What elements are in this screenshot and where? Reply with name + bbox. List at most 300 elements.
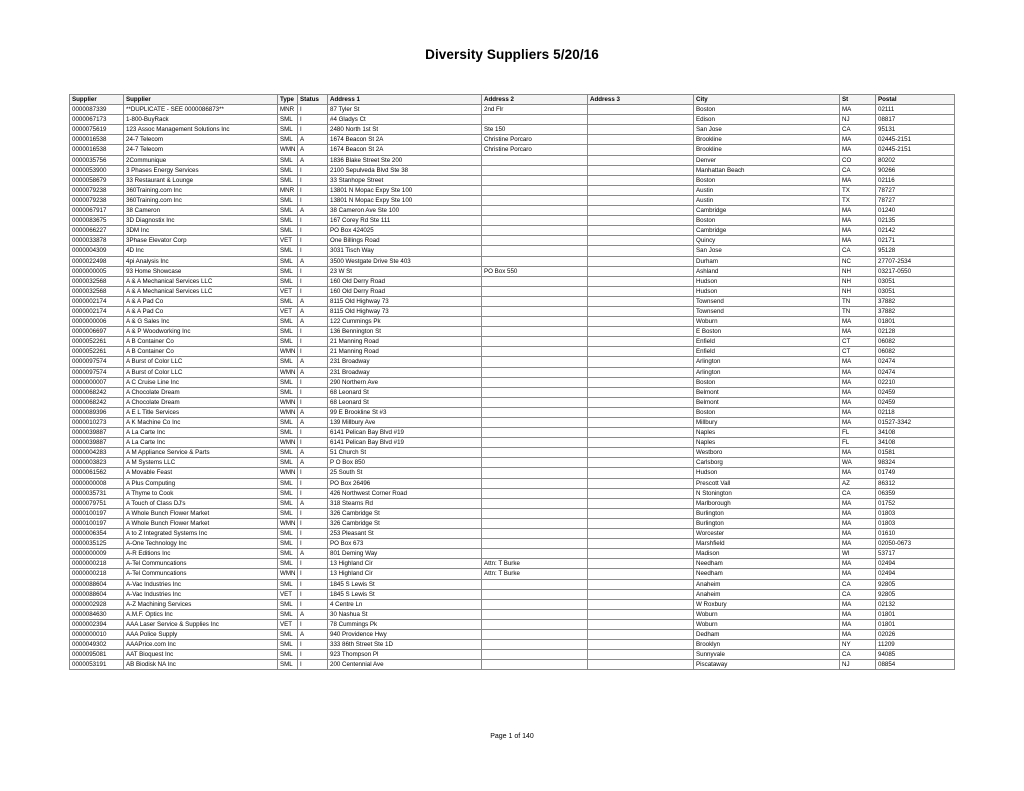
cell-type: WMN xyxy=(278,407,298,417)
cell-address-1: 13801 N Mopac Expy Ste 100 xyxy=(328,195,482,205)
suppliers-table xyxy=(69,94,955,670)
cell-address-3 xyxy=(588,206,694,216)
cell-type: SML xyxy=(278,226,298,236)
cell-supplier-name: 360Training.com Inc xyxy=(124,195,278,205)
cell-address-1: 30 Nashua St xyxy=(328,609,482,619)
cell-supplier-name: A M Systems LLC xyxy=(124,458,278,468)
cell-address-2 xyxy=(482,195,588,205)
cell-address-3 xyxy=(588,246,694,256)
cell-address-3 xyxy=(588,165,694,175)
cell-state: MA xyxy=(840,498,876,508)
cell-address-1: 318 Stearns Rd xyxy=(328,498,482,508)
cell-postal: 02128 xyxy=(876,327,955,337)
table-row xyxy=(70,377,955,387)
cell-address-3 xyxy=(588,619,694,629)
cell-address-2 xyxy=(482,387,588,397)
cell-supplier-id: 0000079238 xyxy=(70,185,124,195)
cell-status: I xyxy=(298,185,328,195)
cell-type: VET xyxy=(278,286,298,296)
cell-supplier-name: **DUPLICATE - SEE 0000086873** xyxy=(124,105,278,115)
table-row xyxy=(70,468,955,478)
cell-type: SML xyxy=(278,165,298,175)
cell-city: Needham xyxy=(694,569,840,579)
table-row xyxy=(70,498,955,508)
cell-city: Marshfield xyxy=(694,539,840,549)
cell-address-3 xyxy=(588,609,694,619)
cell-address-2 xyxy=(482,155,588,165)
cell-address-3 xyxy=(588,640,694,650)
cell-status: I xyxy=(298,236,328,246)
cell-type: SML xyxy=(278,458,298,468)
col-supplier-name: Supplier xyxy=(124,95,278,105)
cell-supplier-id: 0000032568 xyxy=(70,286,124,296)
cell-postal: 01581 xyxy=(876,448,955,458)
cell-address-1: 4 Centre Ln xyxy=(328,599,482,609)
cell-type: WMN xyxy=(278,518,298,528)
cell-postal: 34108 xyxy=(876,438,955,448)
cell-type: VET xyxy=(278,306,298,316)
cell-address-1: 3031 Tisch Way xyxy=(328,246,482,256)
cell-address-1: 78 Cummings Pk xyxy=(328,619,482,629)
cell-address-1: 160 Old Derry Road xyxy=(328,276,482,286)
cell-supplier-name: A to Z Integrated Systems Inc xyxy=(124,529,278,539)
cell-postal: 02132 xyxy=(876,599,955,609)
cell-state: MA xyxy=(840,317,876,327)
cell-status: I xyxy=(298,195,328,205)
cell-address-1: 68 Leonard St xyxy=(328,387,482,397)
cell-address-1: 3500 Westgate Drive Ste 403 xyxy=(328,256,482,266)
cell-address-3 xyxy=(588,216,694,226)
cell-address-3 xyxy=(588,397,694,407)
cell-type: SML xyxy=(278,357,298,367)
cell-address-3 xyxy=(588,135,694,145)
cell-postal: 06082 xyxy=(876,337,955,347)
cell-supplier-id: 0000067173 xyxy=(70,115,124,125)
cell-address-3 xyxy=(588,306,694,316)
table-row xyxy=(70,306,955,316)
cell-state: TN xyxy=(840,306,876,316)
cell-type: SML xyxy=(278,609,298,619)
cell-type: SML xyxy=(278,448,298,458)
cell-postal: 92805 xyxy=(876,589,955,599)
cell-supplier-id: 0000052261 xyxy=(70,337,124,347)
cell-postal: 02050-0673 xyxy=(876,539,955,549)
cell-supplier-name: A-Vac Industries Inc xyxy=(124,579,278,589)
cell-supplier-name: AAA Police Supply xyxy=(124,629,278,639)
cell-city: Edison xyxy=(694,115,840,125)
cell-state: MA xyxy=(840,599,876,609)
cell-type: SML xyxy=(278,498,298,508)
cell-address-1: 8115 Old Highway 73 xyxy=(328,306,482,316)
cell-state: CA xyxy=(840,246,876,256)
cell-state: MA xyxy=(840,206,876,216)
table-row xyxy=(70,246,955,256)
table-row xyxy=(70,236,955,246)
cell-type: SML xyxy=(278,559,298,569)
cell-state: MA xyxy=(840,539,876,549)
table-row xyxy=(70,327,955,337)
cell-supplier-name: A B Container Co xyxy=(124,337,278,347)
cell-type: SML xyxy=(278,488,298,498)
table-row xyxy=(70,609,955,619)
cell-supplier-name: 360Training.com Inc xyxy=(124,185,278,195)
cell-state: MA xyxy=(840,508,876,518)
cell-postal: 02118 xyxy=(876,407,955,417)
cell-postal: 34108 xyxy=(876,428,955,438)
cell-state: NJ xyxy=(840,660,876,670)
table-row xyxy=(70,347,955,357)
cell-type: WMN xyxy=(278,145,298,155)
cell-address-1: 13 Highland Cir xyxy=(328,569,482,579)
cell-city: Cambridge xyxy=(694,206,840,216)
cell-status: I xyxy=(298,105,328,115)
table-row xyxy=(70,458,955,468)
cell-city: W Roxbury xyxy=(694,599,840,609)
table-row xyxy=(70,175,955,185)
cell-supplier-id: 0000006697 xyxy=(70,327,124,337)
cell-status: I xyxy=(298,438,328,448)
cell-address-2 xyxy=(482,256,588,266)
table-row xyxy=(70,135,955,145)
cell-status: A xyxy=(298,367,328,377)
cell-postal: 78727 xyxy=(876,195,955,205)
cell-city: Hudson xyxy=(694,468,840,478)
cell-city: Austin xyxy=(694,195,840,205)
cell-address-3 xyxy=(588,518,694,528)
cell-address-2 xyxy=(482,165,588,175)
cell-status: I xyxy=(298,397,328,407)
cell-state: MA xyxy=(840,236,876,246)
cell-supplier-name: A Chocolate Dream xyxy=(124,397,278,407)
cell-supplier-name: A & A Mechanical Services LLC xyxy=(124,286,278,296)
cell-city: Boston xyxy=(694,105,840,115)
cell-address-2 xyxy=(482,640,588,650)
cell-postal: 01803 xyxy=(876,518,955,528)
cell-status: I xyxy=(298,165,328,175)
table-row xyxy=(70,508,955,518)
cell-status: I xyxy=(298,599,328,609)
cell-address-3 xyxy=(588,286,694,296)
cell-address-1: 426 Northwest Corner Road xyxy=(328,488,482,498)
cell-state: MA xyxy=(840,357,876,367)
cell-supplier-id: 0000033878 xyxy=(70,236,124,246)
cell-supplier-id: 0000002394 xyxy=(70,619,124,629)
cell-address-1: 333 86th Street Ste 1D xyxy=(328,640,482,650)
cell-supplier-id: 0000075619 xyxy=(70,125,124,135)
cell-city: N Stonington xyxy=(694,488,840,498)
cell-supplier-name: A La Carte Inc xyxy=(124,438,278,448)
cell-supplier-id: 0000088604 xyxy=(70,579,124,589)
cell-address-3 xyxy=(588,195,694,205)
cell-address-3 xyxy=(588,529,694,539)
cell-supplier-name: A C Cruise Line Inc xyxy=(124,377,278,387)
cell-supplier-id: 0000052261 xyxy=(70,347,124,357)
cell-address-2 xyxy=(482,418,588,428)
cell-address-1: 2480 North 1st St xyxy=(328,125,482,135)
table-row xyxy=(70,428,955,438)
cell-supplier-id: 0000079238 xyxy=(70,195,124,205)
cell-address-1: 1674 Beacon St 2A xyxy=(328,135,482,145)
cell-address-1: 1836 Blake Street Ste 200 xyxy=(328,155,482,165)
cell-supplier-name: AB Biodisk NA Inc xyxy=(124,660,278,670)
cell-supplier-name: 24-7 Telecom xyxy=(124,145,278,155)
cell-supplier-id: 0000000009 xyxy=(70,549,124,559)
cell-address-3 xyxy=(588,337,694,347)
cell-postal: 02494 xyxy=(876,559,955,569)
cell-address-3 xyxy=(588,115,694,125)
table-row xyxy=(70,226,955,236)
cell-supplier-name: A-Z Machining Services xyxy=(124,599,278,609)
cell-address-3 xyxy=(588,448,694,458)
cell-status: A xyxy=(298,448,328,458)
cell-status: I xyxy=(298,589,328,599)
cell-supplier-id: 0000016538 xyxy=(70,135,124,145)
cell-type: SML xyxy=(278,296,298,306)
cell-postal: 27707-2534 xyxy=(876,256,955,266)
cell-city: Boston xyxy=(694,175,840,185)
cell-supplier-id: 0000022498 xyxy=(70,256,124,266)
cell-address-1: 139 Millbury Ave xyxy=(328,418,482,428)
cell-supplier-id: 0000000008 xyxy=(70,478,124,488)
cell-postal: 02116 xyxy=(876,175,955,185)
cell-address-1: 231 Broadway xyxy=(328,357,482,367)
cell-status: A xyxy=(298,549,328,559)
col-address-2: Address 2 xyxy=(482,95,588,105)
table-row xyxy=(70,185,955,195)
cell-supplier-name: A K Machine Co Inc xyxy=(124,418,278,428)
cell-address-1: PO Box 424025 xyxy=(328,226,482,236)
cell-type: WMN xyxy=(278,367,298,377)
cell-state: MA xyxy=(840,367,876,377)
col-address-1: Address 1 xyxy=(328,95,482,105)
cell-postal: 06359 xyxy=(876,488,955,498)
cell-state: MA xyxy=(840,418,876,428)
col-state: St xyxy=(840,95,876,105)
cell-type: SML xyxy=(278,216,298,226)
col-type: Type xyxy=(278,95,298,105)
cell-status: A xyxy=(298,306,328,316)
cell-city: Madison xyxy=(694,549,840,559)
cell-supplier-id: 0000004283 xyxy=(70,448,124,458)
cell-supplier-name: A.M.F. Optics Inc xyxy=(124,609,278,619)
cell-supplier-name: 24-7 Telecom xyxy=(124,135,278,145)
cell-address-3 xyxy=(588,357,694,367)
cell-supplier-name: A Touch of Class DJ's xyxy=(124,498,278,508)
cell-supplier-id: 0000039887 xyxy=(70,438,124,448)
cell-city: Worcester xyxy=(694,529,840,539)
table-row xyxy=(70,660,955,670)
cell-status: I xyxy=(298,125,328,135)
cell-status: A xyxy=(298,418,328,428)
cell-address-2 xyxy=(482,226,588,236)
col-city: City xyxy=(694,95,840,105)
cell-address-2 xyxy=(482,357,588,367)
cell-address-3 xyxy=(588,650,694,660)
cell-type: SML xyxy=(278,377,298,387)
cell-state: CA xyxy=(840,165,876,175)
cell-type: SML xyxy=(278,337,298,347)
cell-type: SML xyxy=(278,629,298,639)
cell-type: SML xyxy=(278,650,298,660)
cell-postal: 01801 xyxy=(876,609,955,619)
cell-address-2: Attn: T Burke xyxy=(482,559,588,569)
cell-city: Boston xyxy=(694,407,840,417)
cell-address-1: 21 Manning Road xyxy=(328,337,482,347)
cell-status: A xyxy=(298,145,328,155)
cell-status: A xyxy=(298,498,328,508)
cell-address-2: Ste 150 xyxy=(482,125,588,135)
cell-city: Denver xyxy=(694,155,840,165)
cell-address-1: 136 Bennington St xyxy=(328,327,482,337)
cell-address-3 xyxy=(588,488,694,498)
cell-state: WI xyxy=(840,549,876,559)
cell-address-3 xyxy=(588,327,694,337)
cell-address-3 xyxy=(588,236,694,246)
cell-city: Brooklyn xyxy=(694,640,840,650)
cell-address-1: 1674 Beacon St 2A xyxy=(328,145,482,155)
cell-type: VET xyxy=(278,589,298,599)
cell-supplier-id: 0000097574 xyxy=(70,357,124,367)
cell-type: SML xyxy=(278,195,298,205)
cell-state: TX xyxy=(840,195,876,205)
suppliers-table-container xyxy=(69,94,954,670)
cell-status: A xyxy=(298,256,328,266)
cell-address-1: PO Box 26496 xyxy=(328,478,482,488)
cell-status: A xyxy=(298,629,328,639)
cell-status: A xyxy=(298,296,328,306)
cell-city: Naples xyxy=(694,428,840,438)
cell-state: MA xyxy=(840,468,876,478)
cell-address-2: 2nd Flr xyxy=(482,105,588,115)
cell-city: Hudson xyxy=(694,276,840,286)
cell-address-1: 1845 S Lewis St xyxy=(328,589,482,599)
cell-state: CA xyxy=(840,488,876,498)
cell-address-2 xyxy=(482,579,588,589)
cell-address-2 xyxy=(482,428,588,438)
table-row xyxy=(70,650,955,660)
table-row xyxy=(70,115,955,125)
cell-state: CO xyxy=(840,155,876,165)
cell-state: MA xyxy=(840,135,876,145)
cell-supplier-name: A B Container Co xyxy=(124,347,278,357)
cell-supplier-name: A-Vac Industries Inc xyxy=(124,589,278,599)
cell-address-2 xyxy=(482,518,588,528)
cell-city: Arlington xyxy=(694,367,840,377)
table-row xyxy=(70,145,955,155)
cell-status: I xyxy=(298,226,328,236)
table-row xyxy=(70,518,955,528)
cell-address-3 xyxy=(588,367,694,377)
cell-supplier-name: A E L Title Services xyxy=(124,407,278,417)
cell-state: FL xyxy=(840,428,876,438)
cell-supplier-name: AAA Laser Service & Supplies Inc xyxy=(124,619,278,629)
cell-postal: 95131 xyxy=(876,125,955,135)
cell-state: MA xyxy=(840,448,876,458)
cell-state: TX xyxy=(840,185,876,195)
cell-address-2 xyxy=(482,246,588,256)
table-row xyxy=(70,397,955,407)
cell-postal: 02135 xyxy=(876,216,955,226)
cell-address-2 xyxy=(482,296,588,306)
cell-supplier-id: 0000002174 xyxy=(70,306,124,316)
cell-state: MA xyxy=(840,569,876,579)
cell-supplier-id: 0000067917 xyxy=(70,206,124,216)
page-footer: Page 1 of 140 xyxy=(490,733,534,740)
cell-address-1: PO Box 673 xyxy=(328,539,482,549)
cell-status: I xyxy=(298,175,328,185)
cell-supplier-name: A & A Pad Co xyxy=(124,306,278,316)
cell-city: Belmont xyxy=(694,387,840,397)
cell-supplier-name: A-Tel Communcations xyxy=(124,559,278,569)
cell-supplier-id: 0000068242 xyxy=(70,397,124,407)
cell-supplier-id: 0000083675 xyxy=(70,216,124,226)
cell-supplier-id: 0000002174 xyxy=(70,296,124,306)
cell-address-3 xyxy=(588,145,694,155)
cell-state: TN xyxy=(840,296,876,306)
cell-postal: 03217-0550 xyxy=(876,266,955,276)
table-row xyxy=(70,579,955,589)
cell-address-2 xyxy=(482,549,588,559)
cell-type: SML xyxy=(278,599,298,609)
table-row xyxy=(70,256,955,266)
cell-status: A xyxy=(298,609,328,619)
cell-postal: 01610 xyxy=(876,529,955,539)
cell-city: San Jose xyxy=(694,125,840,135)
cell-address-1: 231 Broadway xyxy=(328,367,482,377)
cell-supplier-name: 93 Home Showcase xyxy=(124,266,278,276)
cell-address-3 xyxy=(588,428,694,438)
cell-postal: 37882 xyxy=(876,306,955,316)
table-row xyxy=(70,549,955,559)
cell-supplier-id: 0000061562 xyxy=(70,468,124,478)
cell-supplier-name: 4D Inc xyxy=(124,246,278,256)
cell-supplier-id: 0000016538 xyxy=(70,145,124,155)
cell-supplier-id: 0000100197 xyxy=(70,508,124,518)
cell-city: Anaheim xyxy=(694,579,840,589)
cell-city: San Jose xyxy=(694,246,840,256)
cell-state: MA xyxy=(840,397,876,407)
cell-address-2: Attn: T Burke xyxy=(482,569,588,579)
cell-address-1: 923 Thompson Pl xyxy=(328,650,482,660)
table-row xyxy=(70,367,955,377)
cell-address-3 xyxy=(588,569,694,579)
table-row xyxy=(70,559,955,569)
cell-postal: 02459 xyxy=(876,397,955,407)
table-row xyxy=(70,589,955,599)
cell-address-1: 68 Leonard St xyxy=(328,397,482,407)
cell-address-1: 122 Cummings Pk xyxy=(328,317,482,327)
table-row xyxy=(70,276,955,286)
cell-address-1: #4 Gladys Ct xyxy=(328,115,482,125)
cell-status: I xyxy=(298,569,328,579)
cell-city: Naples xyxy=(694,438,840,448)
cell-supplier-name: A-One Technology Inc xyxy=(124,539,278,549)
cell-type: WMN xyxy=(278,438,298,448)
cell-address-2 xyxy=(482,599,588,609)
cell-postal: 02459 xyxy=(876,387,955,397)
header-row xyxy=(70,95,955,105)
cell-address-3 xyxy=(588,266,694,276)
cell-status: I xyxy=(298,377,328,387)
cell-status: I xyxy=(298,327,328,337)
table-row xyxy=(70,539,955,549)
cell-address-2 xyxy=(482,236,588,246)
cell-postal: 01752 xyxy=(876,498,955,508)
cell-status: I xyxy=(298,387,328,397)
cell-state: NH xyxy=(840,276,876,286)
cell-state: MA xyxy=(840,609,876,619)
cell-city: Townsend xyxy=(694,296,840,306)
